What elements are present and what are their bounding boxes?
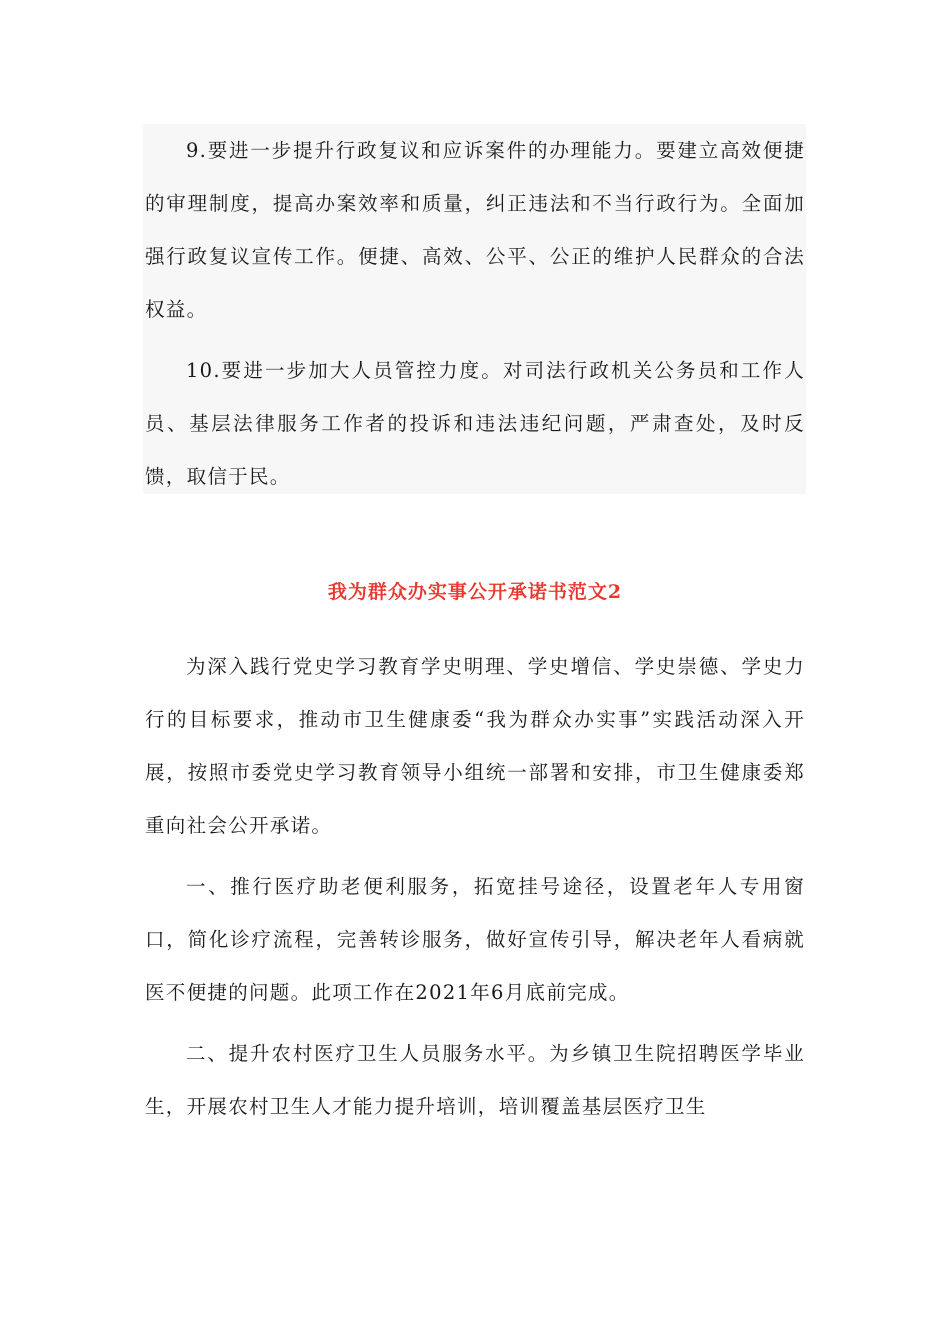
paragraph-commitment-2: 二、提升农村医疗卫生人员服务水平。为乡镇卫生院招聘医学毕业生，开展农村卫生人才能力提升培训，培训覆盖基层医疗卫生 <box>145 1042 805 1118</box>
paragraph-item-10: 10.要进一步加大人员管控力度。对司法行政机关公务员和工作人员、基层法律服务工作者的投诉和违法违纪问题，严肃查处，及时反馈，取信于民。 <box>145 359 805 488</box>
paragraph-commitment-1: 一、推行医疗助老便利服务，拓宽挂号途径，设置老年人专用窗口，简化诊疗流程，完善转诊服务，做好宣传引导，解决老年人看病就医不便捷的问题。此项工作在2021年6月底前完成。 <box>145 875 805 1004</box>
paragraph-item-9: 9.要进一步提升行政复议和应诉案件的办理能力。要建立高效便捷的审理制度，提高办案效率和质量，纠正违法和不当行政行为。全面加强行政复议宣传工作。便捷、高效、公平、公正的维护人民群众的合法权益。 <box>145 139 805 321</box>
paragraph-intro: 为深入践行党史学习教育学史明理、学史增信、学史崇德、学史力行的目标要求，推动市卫生健康委“我为群众办实事”实践活动深入开展，按照市委党史学习教育领导小组统一部署和安排，市卫生健康委郑重向社会公开承诺。 <box>145 655 805 837</box>
section-heading: 我为群众办实事公开承诺书范文2 <box>327 581 623 603</box>
